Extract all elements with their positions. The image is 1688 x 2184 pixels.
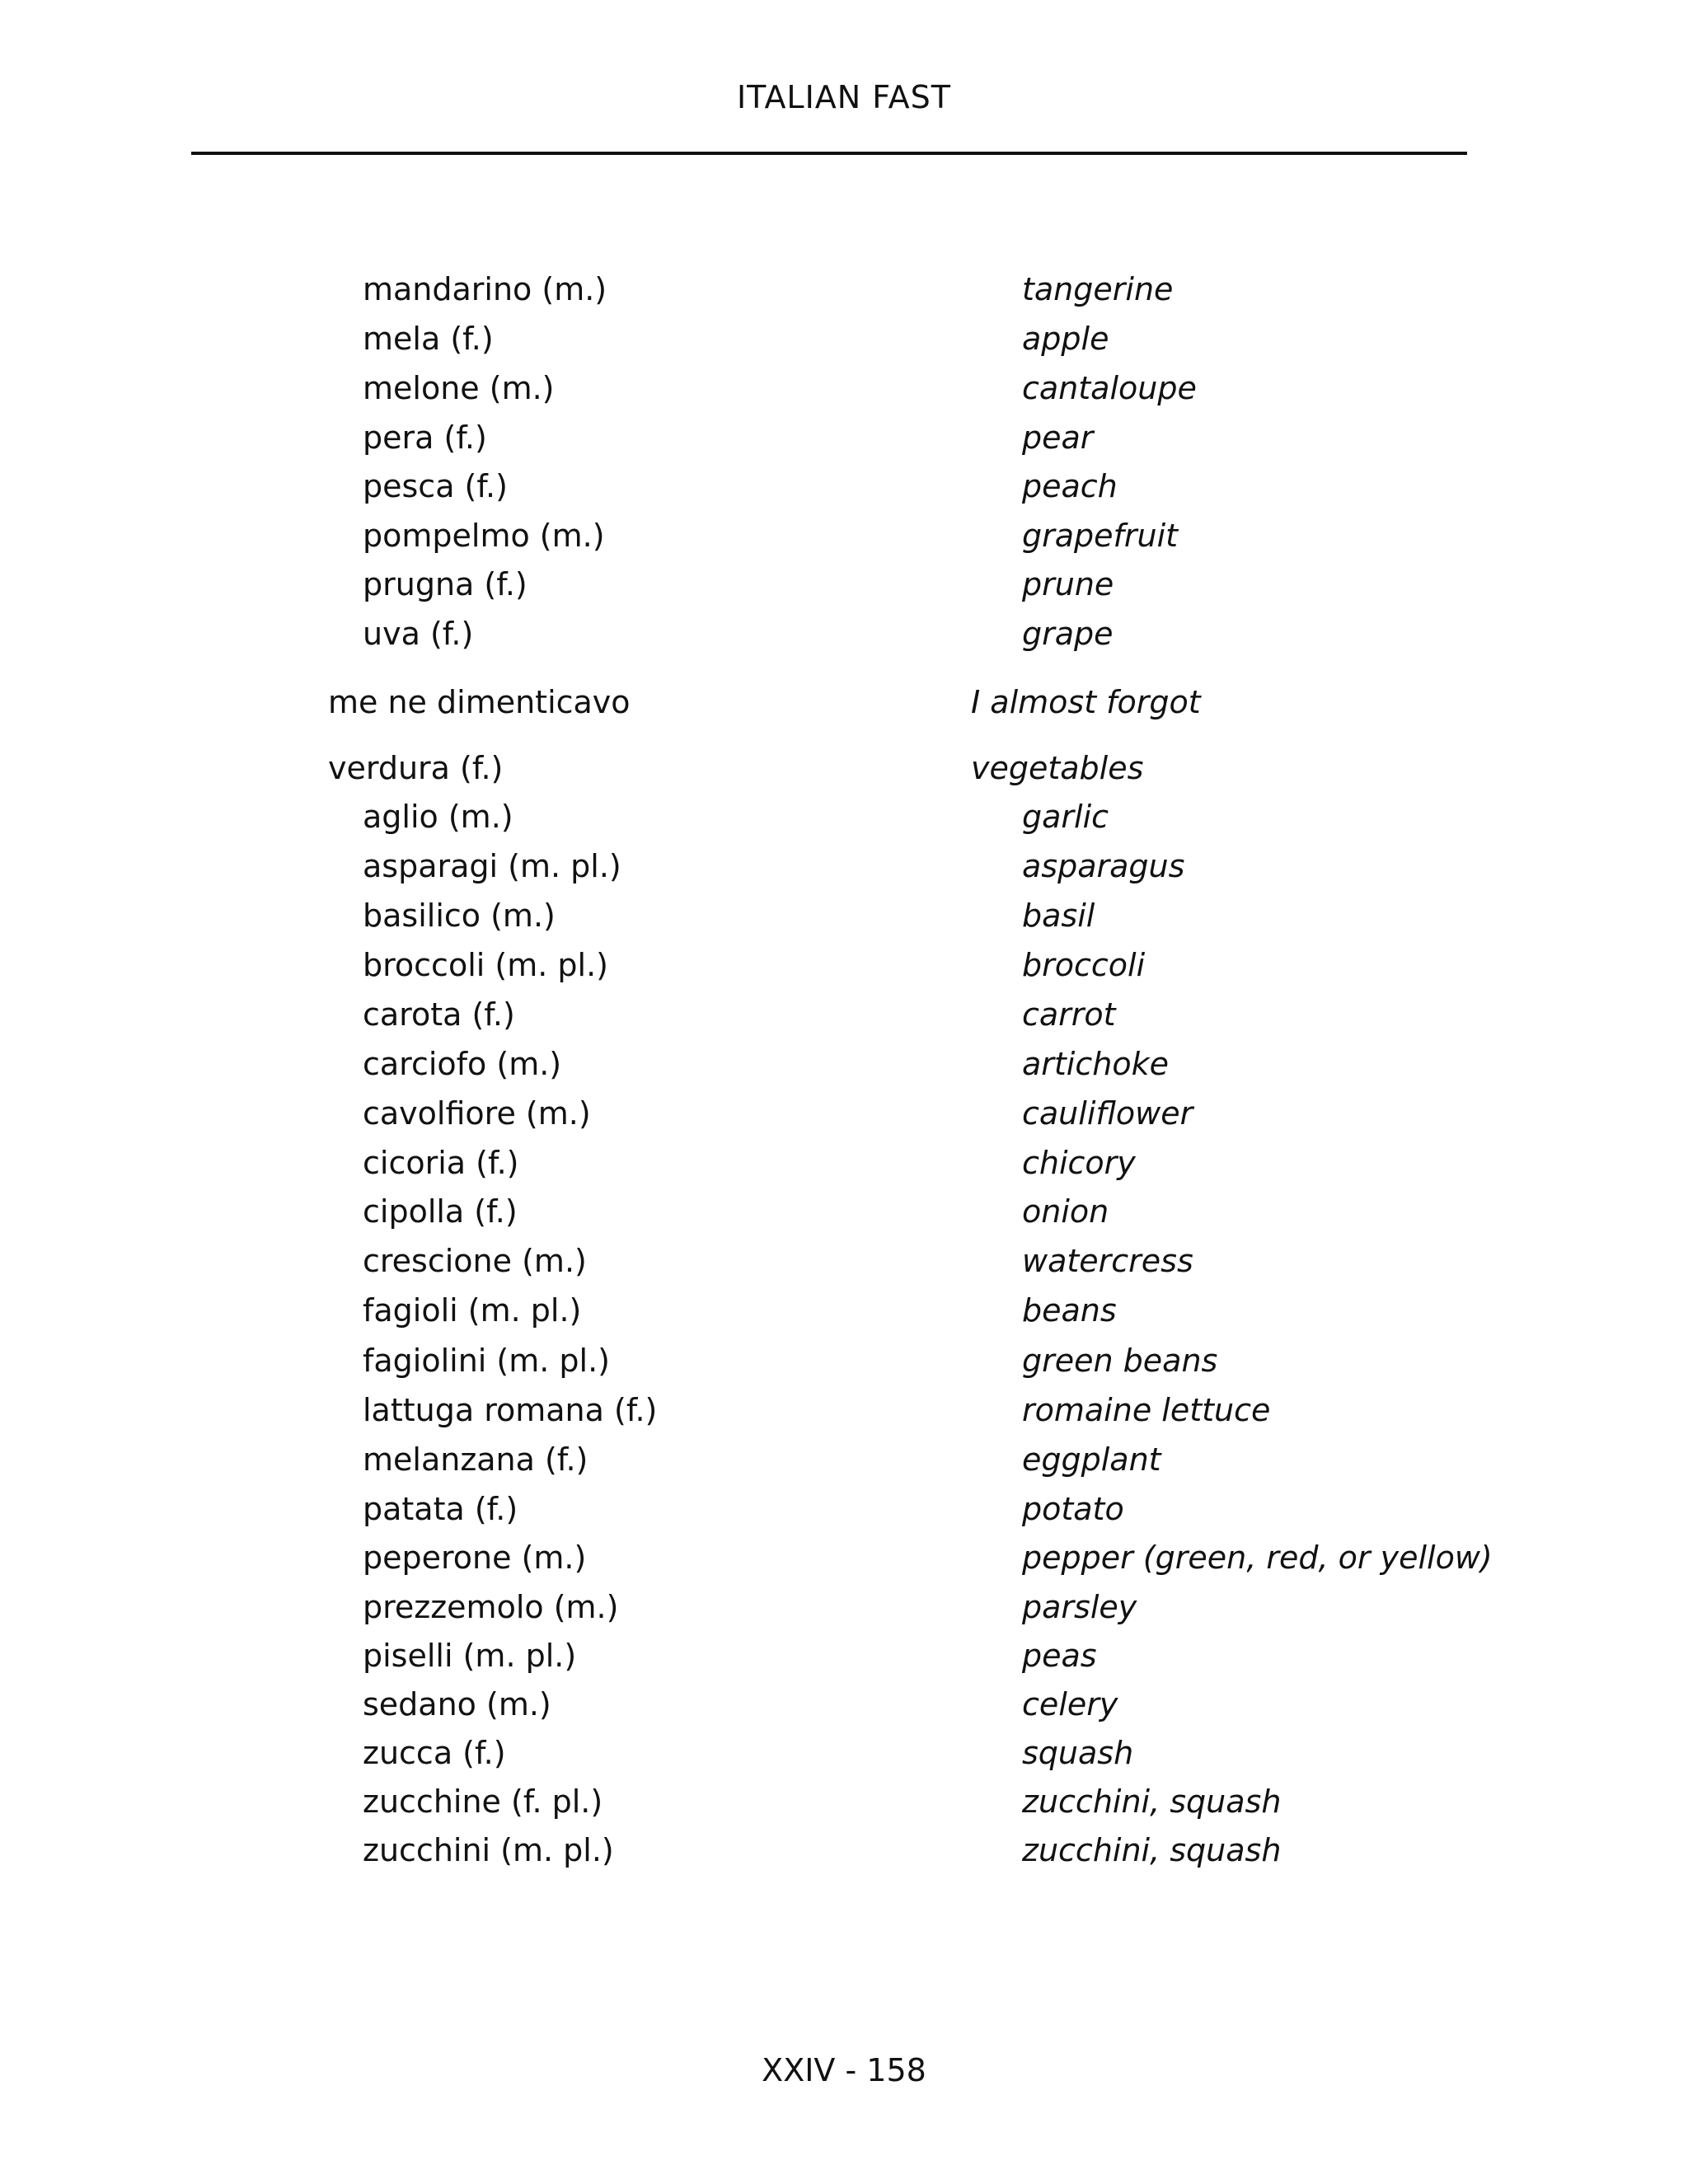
english-translation: onion bbox=[1022, 1193, 1109, 1230]
english-translation: pear bbox=[1022, 419, 1094, 456]
italian-term: piselli (m. pl.) bbox=[363, 1638, 577, 1674]
english-translation: garlic bbox=[1022, 799, 1109, 835]
italian-term: sedano (m.) bbox=[363, 1686, 551, 1722]
english-translation: cantaloupe bbox=[1022, 370, 1197, 406]
english-translation: chicory bbox=[1022, 1145, 1136, 1181]
english-translation: peach bbox=[1022, 468, 1118, 504]
english-translation: eggplant bbox=[1022, 1441, 1161, 1478]
english-translation: tangerine bbox=[1022, 271, 1174, 307]
italian-term: melanzana (f.) bbox=[363, 1441, 588, 1478]
english-phrase: I almost forgot bbox=[971, 684, 1201, 720]
english-translation: grape bbox=[1022, 616, 1114, 652]
english-translation: asparagus bbox=[1022, 848, 1185, 884]
italian-term: mela (f.) bbox=[363, 321, 494, 357]
italian-term: prugna (f.) bbox=[363, 566, 528, 602]
english-translation: prune bbox=[1022, 566, 1114, 602]
italian-term: lattuga romana (f.) bbox=[363, 1392, 658, 1428]
italian-term: cavolfiore (m.) bbox=[363, 1095, 591, 1132]
italian-term: patata (f.) bbox=[363, 1491, 518, 1527]
english-translation: apple bbox=[1022, 321, 1109, 357]
english-translation: artichoke bbox=[1022, 1046, 1169, 1082]
italian-term: fagioli (m. pl.) bbox=[363, 1292, 582, 1329]
english-translation: cauliflower bbox=[1022, 1095, 1193, 1132]
english-translation: celery bbox=[1022, 1686, 1118, 1722]
italian-term: fagiolini (m. pl.) bbox=[363, 1343, 611, 1379]
italian-term: zucca (f.) bbox=[363, 1735, 506, 1771]
italian-category-heading: verdura (f.) bbox=[328, 750, 504, 786]
english-translation: watercress bbox=[1022, 1243, 1193, 1279]
italian-term: cicoria (f.) bbox=[363, 1145, 519, 1181]
english-translation: beans bbox=[1022, 1292, 1117, 1329]
english-translation: basil bbox=[1022, 898, 1095, 934]
italian-term: pompelmo (m.) bbox=[363, 518, 605, 554]
english-translation: zucchini, squash bbox=[1022, 1783, 1282, 1820]
english-translation: squash bbox=[1022, 1735, 1134, 1771]
italian-term: aglio (m.) bbox=[363, 799, 513, 835]
english-translation: potato bbox=[1022, 1491, 1124, 1527]
italian-term: cipolla (f.) bbox=[363, 1193, 518, 1230]
italian-term: carota (f.) bbox=[363, 996, 515, 1033]
english-translation: carrot bbox=[1022, 996, 1116, 1033]
italian-term: asparagi (m. pl.) bbox=[363, 848, 621, 884]
italian-term: zucchine (f. pl.) bbox=[363, 1783, 603, 1820]
italian-term: uva (f.) bbox=[363, 616, 474, 652]
italian-term: carciofo (m.) bbox=[363, 1046, 562, 1082]
italian-term: pera (f.) bbox=[363, 419, 487, 456]
italian-term: zucchini (m. pl.) bbox=[363, 1832, 614, 1868]
english-translation: grapefruit bbox=[1022, 518, 1179, 554]
english-translation: broccoli bbox=[1022, 947, 1146, 983]
english-translation: parsley bbox=[1022, 1589, 1137, 1625]
english-category-heading: vegetables bbox=[971, 750, 1144, 786]
running-header: ITALIAN FAST bbox=[736, 79, 952, 115]
italian-term: broccoli (m. pl.) bbox=[363, 947, 608, 983]
italian-term: prezzemolo (m.) bbox=[363, 1589, 619, 1625]
english-translation: zucchini, squash bbox=[1022, 1832, 1282, 1868]
italian-term: pesca (f.) bbox=[363, 468, 508, 504]
italian-term: peperone (m.) bbox=[363, 1540, 587, 1576]
english-translation: green beans bbox=[1022, 1343, 1218, 1379]
italian-term: crescione (m.) bbox=[363, 1243, 587, 1279]
italian-term: mandarino (m.) bbox=[363, 271, 607, 307]
english-translation: romaine lettuce bbox=[1022, 1392, 1271, 1428]
english-translation: pepper (green, red, or yellow) bbox=[1022, 1540, 1493, 1576]
page-number: XXIV - 158 bbox=[762, 2052, 926, 2088]
italian-term: basilico (m.) bbox=[363, 898, 556, 934]
italian-term: melone (m.) bbox=[363, 370, 555, 406]
english-translation: peas bbox=[1022, 1638, 1097, 1674]
italian-phrase: me ne dimenticavo bbox=[328, 684, 631, 720]
